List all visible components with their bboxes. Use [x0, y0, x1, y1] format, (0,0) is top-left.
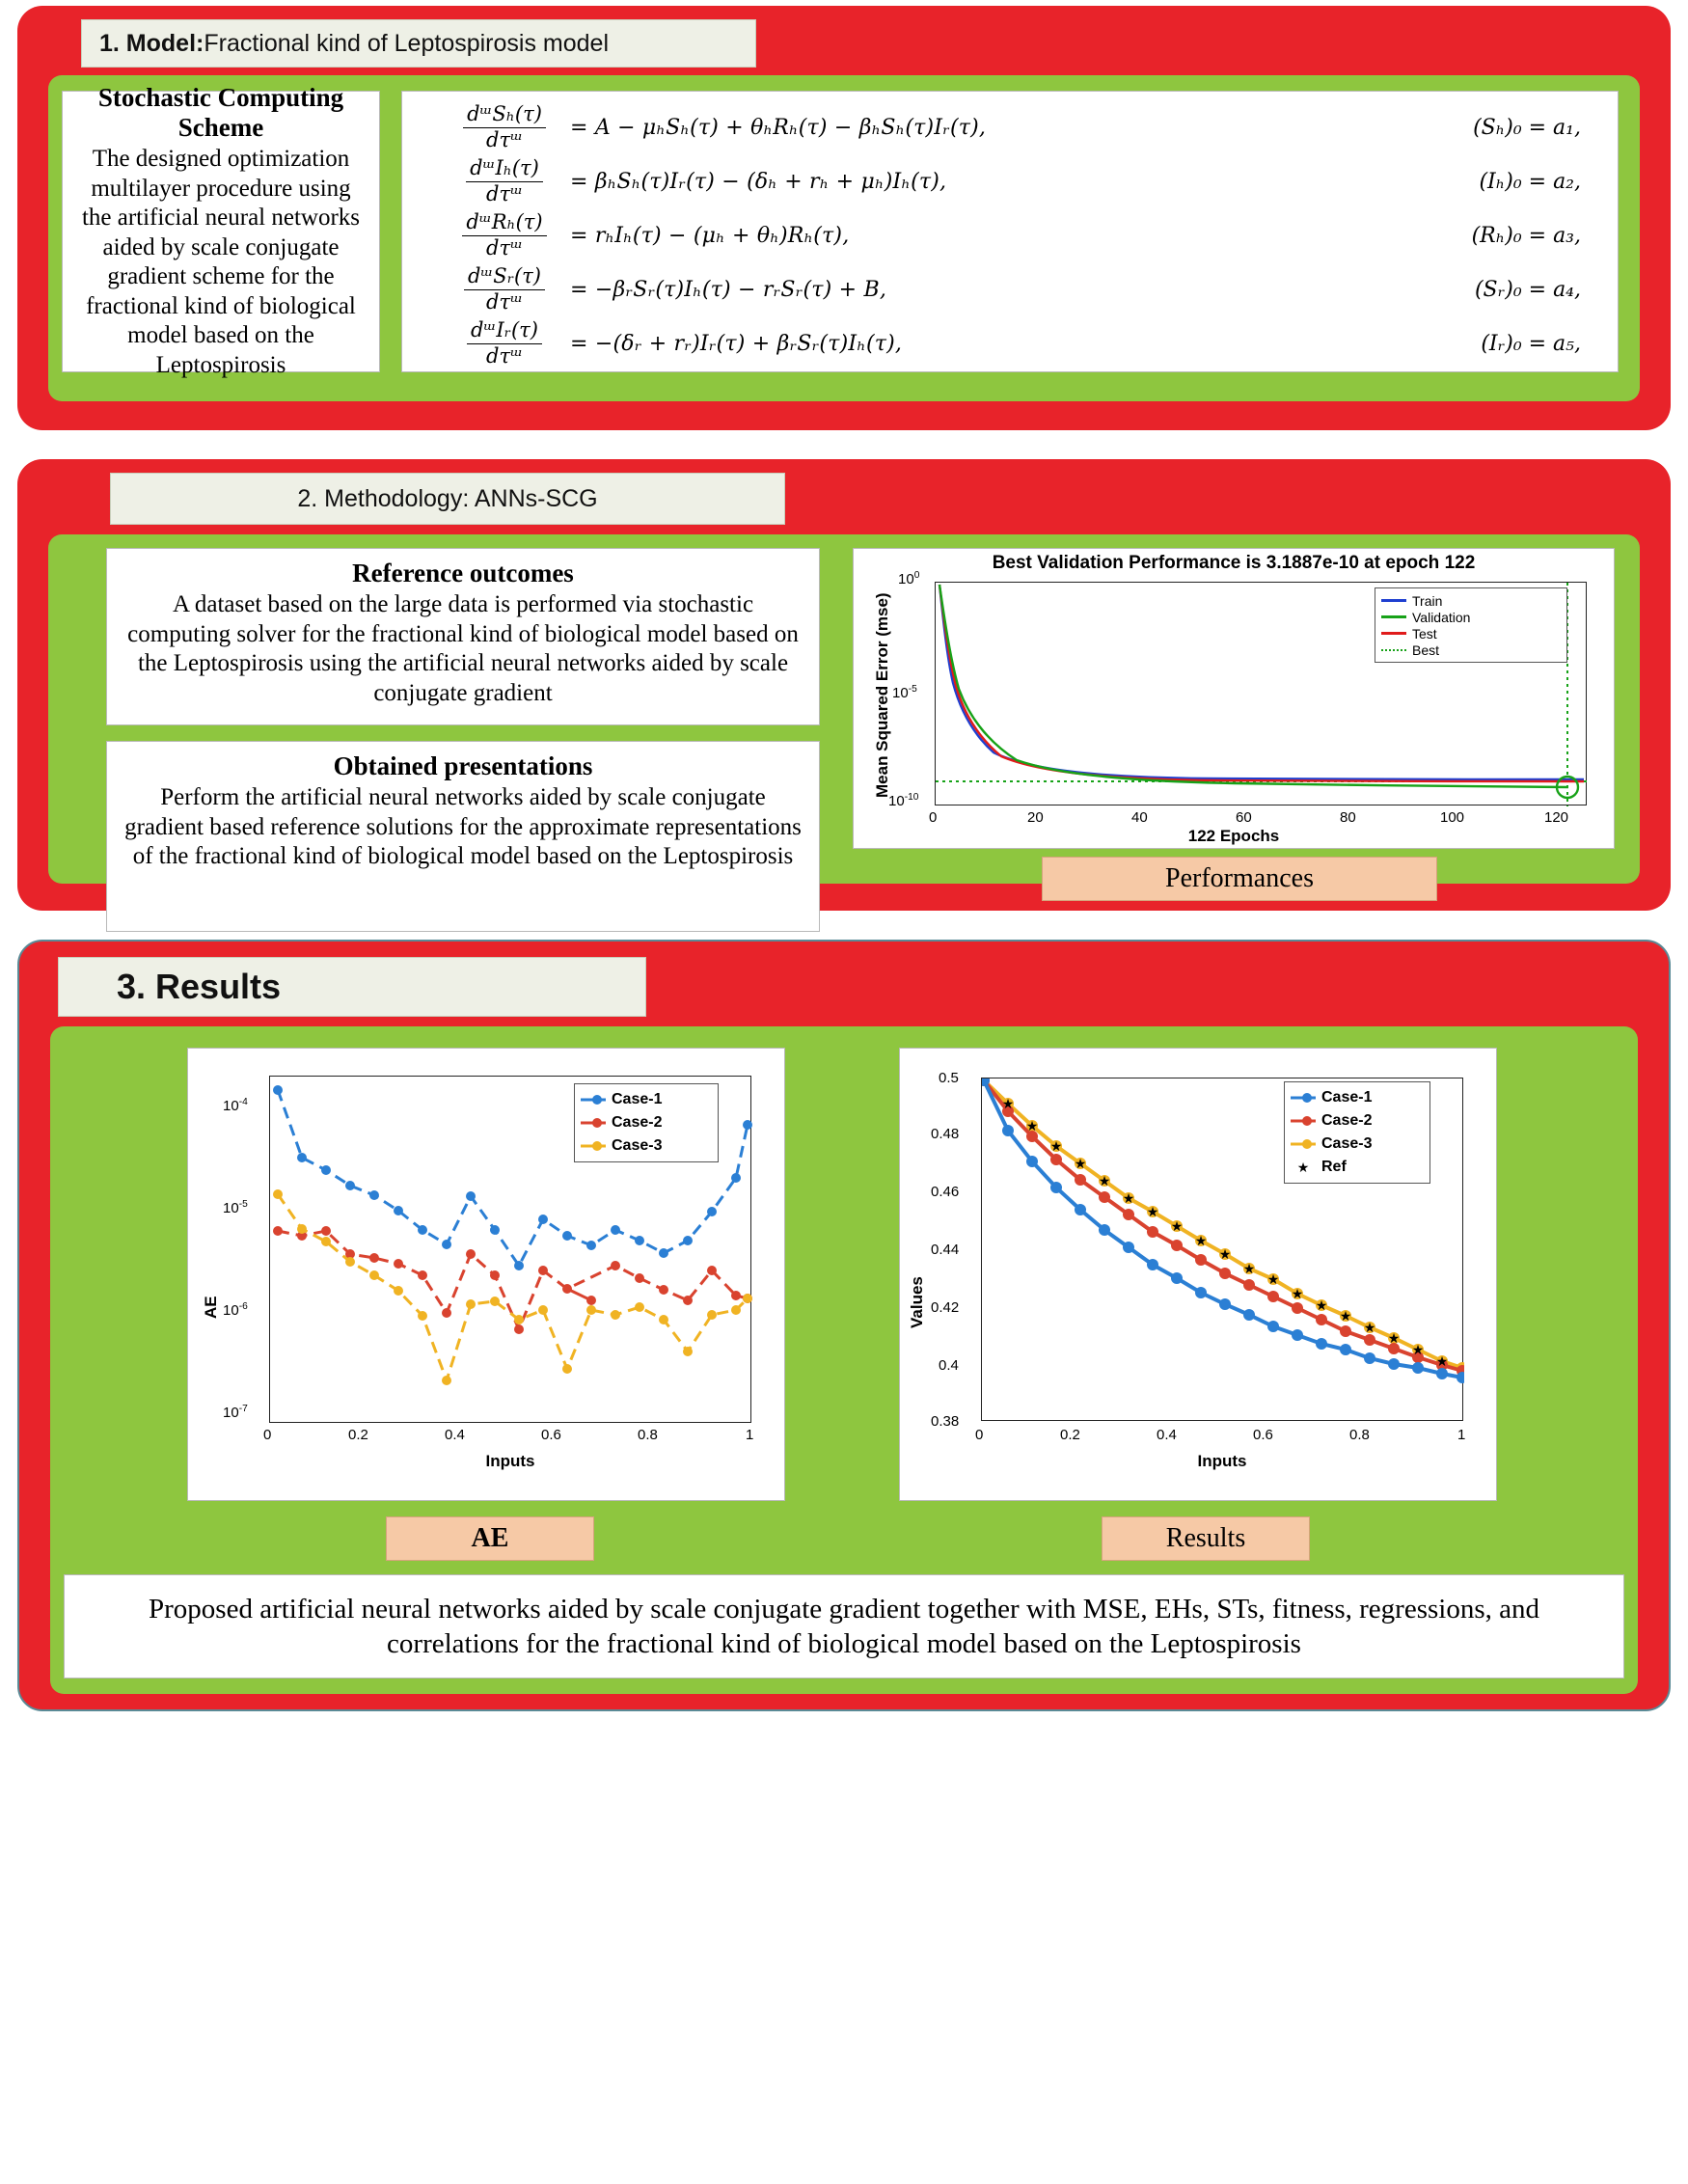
legend-label: Case-2 [612, 1114, 663, 1131]
equation-row [447, 209, 1608, 261]
equation-lhs [447, 157, 562, 205]
results-chart-xlabel: Inputs [1197, 1452, 1247, 1470]
results-ytick: 0.44 [931, 1242, 960, 1258]
legend-line-dot-icon [1291, 1138, 1316, 1150]
results-xtick: 0.4 [1157, 1427, 1177, 1443]
equation-lhs [447, 319, 562, 367]
equation-denominator: dτᵚ [486, 235, 523, 259]
performance-xtick: 60 [1236, 809, 1252, 826]
equation-lhs [447, 103, 562, 150]
reference-outcomes-body: A dataset based on the large data is performed via stochastic computing solver for the fractional kind of biological model based on the Leptospirosis using the artificial neural networks aided by scale conjugate gradient [127, 591, 799, 706]
equation-denominator: dτᵚ [486, 181, 523, 205]
svg-text:★: ★ [1001, 1097, 1015, 1112]
svg-text:★: ★ [1387, 1331, 1401, 1347]
legend-dotted-icon [1381, 649, 1406, 651]
legend-label: Validation [1412, 609, 1471, 625]
legend-label: Ref [1321, 1159, 1347, 1175]
svg-text:★: ★ [1339, 1309, 1352, 1324]
performance-xtick: 40 [1131, 809, 1148, 826]
stochastic-computing-scheme-card [62, 83, 380, 378]
legend-item [1381, 609, 1561, 625]
equation-rhs: = −βᵣSᵣ(τ)Iₕ(τ) − rᵣSᵣ(τ) + B, [570, 277, 887, 302]
legend-item [581, 1134, 712, 1158]
legend-item [581, 1088, 712, 1111]
stochastic-scheme-body: The designed optimization multilayer procedure using the artificial neural networks aided by scale conjugate gradient scheme for the fractional kind of biological model based on the Leptospirosis [81, 146, 361, 378]
equation-rhs: = −(δᵣ + rᵣ)Iᵣ(τ) + βᵣSᵣ(τ)Iₕ(τ), [570, 331, 903, 356]
performances-label: Performances [1042, 857, 1437, 901]
absolute-error-chart [187, 1048, 785, 1501]
performance-ytick: $10^{-5}$ [892, 684, 917, 701]
equation-initial-condition: (Rₕ)₀ = a₃, [1471, 223, 1581, 248]
panel-methodology-tab [110, 473, 785, 525]
ae-ytick: $10^{-7}$ [223, 1404, 248, 1421]
legend-line-dot-icon [581, 1094, 606, 1106]
legend-item [1291, 1156, 1424, 1179]
panel-methodology-body [48, 534, 1640, 893]
performance-chart-ylabel: Mean Squared Error (mse) [873, 592, 891, 798]
svg-text:★: ★ [1218, 1247, 1232, 1263]
performance-xtick: 20 [1027, 809, 1044, 826]
legend-line-dot-icon [1291, 1115, 1316, 1127]
legend-item [581, 1111, 712, 1134]
panel-methodology [17, 459, 1671, 911]
svg-text:★: ★ [1242, 1262, 1256, 1277]
performance-xtick: 80 [1340, 809, 1356, 826]
obtained-presentations-body: Perform the artificial neural networks aided by scale conjugate gradient based reference solutions for the approximate representations of the fractional kind of biological model based on the Leptospirosis [124, 784, 802, 869]
legend-line-icon [1381, 615, 1406, 618]
equation-numerator: dᵚSᵣ(τ) [464, 265, 545, 289]
svg-text:★: ★ [1411, 1343, 1425, 1358]
obtained-presentations-card [106, 741, 820, 932]
legend-label: Test [1412, 625, 1437, 642]
reference-outcomes-card [106, 548, 820, 725]
results-ytick: 0.42 [931, 1299, 960, 1316]
legend-label: Train [1412, 592, 1443, 609]
ae-ytick: $10^{-4}$ [223, 1097, 248, 1114]
equation-numerator: dᵚIᵣ(τ) [467, 319, 542, 343]
performance-legend [1375, 587, 1567, 663]
equation-brace-icon [414, 99, 439, 366]
panel-results-tab-text: 3. Results [117, 967, 282, 1006]
performance-ytick: $10^{-10}$ [888, 792, 919, 809]
performance-chart-title: Best Validation Performance is 3.1887e-10 at epoch 122 [992, 553, 1476, 573]
equation-numerator: dᵚIₕ(τ) [466, 157, 543, 181]
ae-xtick: 0.4 [445, 1427, 465, 1443]
legend-item [1381, 625, 1561, 642]
results-ytick: 0.48 [931, 1126, 960, 1142]
results-xtick: 0 [975, 1427, 984, 1443]
equation-row [447, 155, 1608, 207]
equation-rhs: = βₕSₕ(τ)Iᵣ(τ) − (δₕ + rₕ + μₕ)Iₕ(τ), [570, 169, 947, 194]
equation-denominator: dτᵚ [486, 289, 523, 314]
svg-text:★: ★ [1025, 1119, 1039, 1134]
results-footer-text: Proposed artificial neural networks aided by scale conjugate gradient together with MSE, EHs, STs, fitness, regressions, and correlations for the fractional kind of biological model based on the Leptospirosis [149, 1593, 1539, 1659]
legend-label: Case-3 [1321, 1135, 1373, 1152]
performance-chart-xlabel: 122 Epochs [1187, 827, 1280, 845]
equation-initial-condition: (Sᵣ)₀ = a₄, [1474, 277, 1581, 302]
equation-initial-condition: (Iᵣ)₀ = a₅, [1481, 331, 1581, 356]
panel-results-body [50, 1026, 1638, 1694]
legend-item [1291, 1086, 1424, 1109]
results-ytick: 0.46 [931, 1184, 960, 1200]
legend-label: Case-1 [1321, 1089, 1373, 1106]
performance-xtick: 0 [929, 809, 938, 826]
panel-model-tab-text: Fractional kind of Leptospirosis model [204, 29, 609, 57]
results-footer-card [64, 1574, 1624, 1679]
svg-text:★: ★ [1435, 1354, 1449, 1370]
svg-text:★: ★ [1170, 1219, 1184, 1235]
svg-text:★: ★ [1266, 1272, 1280, 1288]
results-xtick: 0.2 [1060, 1427, 1080, 1443]
panel-results-tab [58, 957, 646, 1017]
results-chart [899, 1048, 1497, 1501]
equation-lhs [447, 211, 562, 259]
results-ytick: 0.5 [939, 1070, 959, 1086]
legend-line-dot-icon [1291, 1092, 1316, 1104]
legend-star-icon: ★ [1296, 1159, 1310, 1175]
performance-chart [853, 548, 1615, 849]
equation-initial-condition: (Sₕ)₀ = a₁, [1473, 115, 1581, 140]
legend-label: Case-3 [612, 1137, 663, 1154]
legend-line-icon [1381, 599, 1406, 602]
legend-item [1291, 1133, 1424, 1156]
legend-label: Case-1 [612, 1091, 663, 1107]
results-label: Results [1102, 1516, 1310, 1561]
svg-text:★: ★ [1074, 1157, 1087, 1172]
panel-methodology-tab-text: 2. Methodology: ANNs-SCG [297, 484, 598, 512]
ae-xtick: 0.8 [638, 1427, 658, 1443]
legend-item [1381, 592, 1561, 609]
ae-xtick: 0.6 [541, 1427, 561, 1443]
panel-model-tab-number: 1. Model: [99, 29, 204, 57]
legend-label: Case-2 [1321, 1112, 1373, 1129]
ae-ytick: $10^{-6}$ [223, 1301, 248, 1319]
legend-line-dot-icon [581, 1117, 606, 1129]
stochastic-scheme-title: Stochastic Computing Scheme [97, 83, 344, 142]
legend-label: Best [1412, 642, 1440, 658]
results-xtick: 0.8 [1349, 1427, 1370, 1443]
panel-results [17, 940, 1671, 1711]
panel-model-tab [81, 19, 756, 68]
equation-initial-condition: (Iₕ)₀ = a₂, [1479, 169, 1581, 194]
equation-row [447, 263, 1608, 315]
results-ytick: 0.4 [939, 1357, 959, 1374]
performance-xtick: 120 [1544, 809, 1569, 826]
results-ytick: 0.38 [931, 1413, 960, 1430]
results-xtick: 0.6 [1253, 1427, 1273, 1443]
ae-ytick: $10^{-5}$ [223, 1199, 248, 1216]
svg-text:★: ★ [1122, 1191, 1135, 1207]
ae-chart-ylabel: AE [202, 1296, 220, 1319]
ae-xtick: 0 [263, 1427, 272, 1443]
svg-text:★: ★ [1049, 1139, 1063, 1155]
svg-text:★: ★ [1363, 1321, 1376, 1336]
legend-item [1381, 642, 1561, 658]
obtained-presentations-title: Obtained presentations [333, 751, 593, 780]
svg-text:★: ★ [1194, 1234, 1208, 1249]
performance-ytick: $10^0$ [898, 570, 920, 587]
svg-text:★: ★ [1146, 1205, 1159, 1220]
results-xtick: 1 [1457, 1427, 1466, 1443]
ae-chart-xlabel: Inputs [485, 1452, 535, 1470]
equation-denominator: dτᵚ [486, 127, 523, 151]
equation-rhs: = rₕIₕ(τ) − (μₕ + θₕ)Rₕ(τ), [570, 223, 850, 248]
ae-label: AE [386, 1516, 594, 1561]
model-equations-card [401, 91, 1619, 372]
legend-item [1291, 1109, 1424, 1133]
equation-numerator: dᵚSₕ(τ) [463, 103, 546, 127]
svg-text:★: ★ [1291, 1287, 1304, 1302]
svg-text:★: ★ [1098, 1174, 1111, 1189]
equation-row [447, 317, 1608, 369]
results-legend [1284, 1081, 1430, 1184]
ae-legend [574, 1083, 719, 1162]
equation-row [447, 101, 1608, 153]
panel-model-body [48, 75, 1640, 401]
equation-rhs: = A − μₕSₕ(τ) + θₕRₕ(τ) − βₕSₕ(τ)Iᵣ(τ), [570, 115, 987, 140]
infographic-page [0, 6, 1688, 2184]
equation-lhs [447, 265, 562, 313]
svg-text:★: ★ [1315, 1298, 1328, 1314]
equation-denominator: dτᵚ [486, 343, 523, 368]
reference-outcomes-title: Reference outcomes [352, 559, 574, 587]
ae-xtick: 0.2 [348, 1427, 368, 1443]
results-chart-ylabel: Values [908, 1276, 926, 1328]
legend-line-icon [1381, 632, 1406, 635]
panel-model [17, 6, 1671, 430]
legend-line-dot-icon [581, 1140, 606, 1152]
equation-numerator: dᵚRₕ(τ) [462, 211, 546, 235]
performance-xtick: 100 [1440, 809, 1465, 826]
ae-xtick: 1 [746, 1427, 754, 1443]
